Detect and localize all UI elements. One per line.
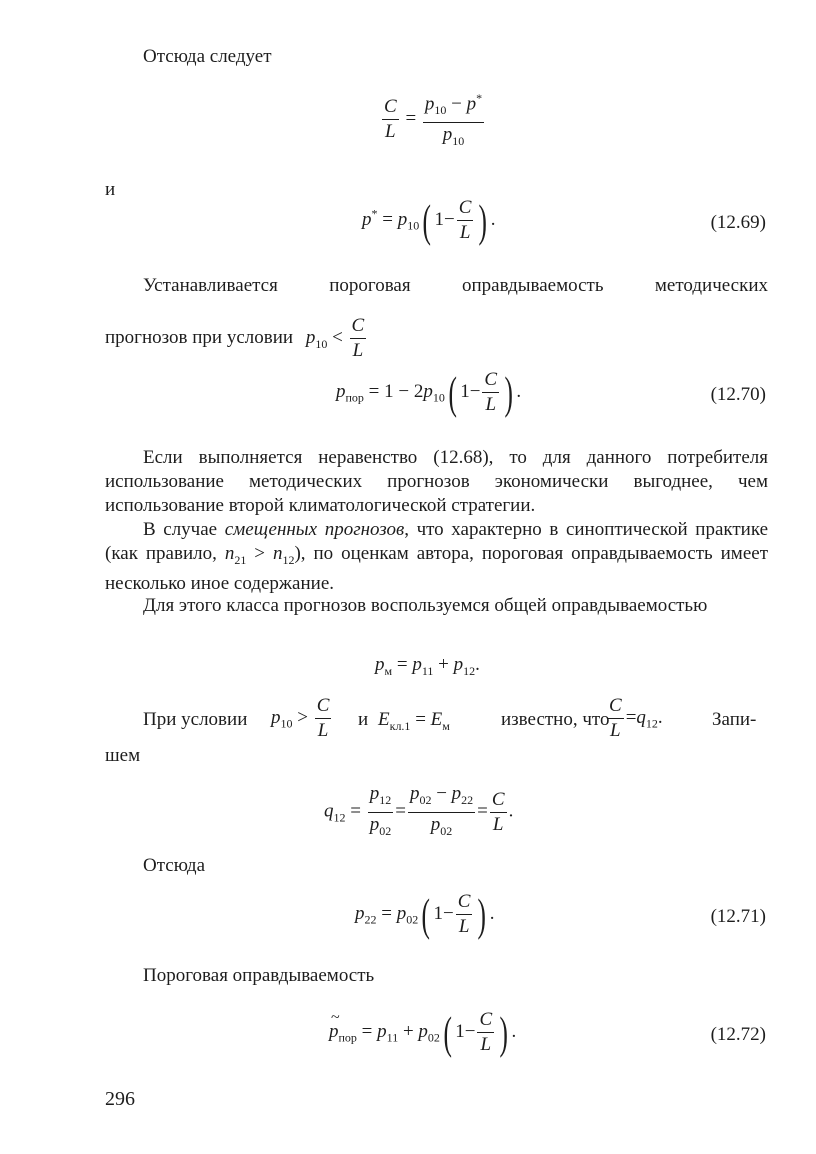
condition-p10-less: $p_{10}$ < $\frac{C}{L}$	[305, 315, 365, 361]
formula-q12: $q_{12}$ = $\frac{p_{12}}{p_{02}}$ = $\frac{p_{02} - p_{22}}{p_{02}}$ = $\frac{C}{L}$ .	[324, 783, 514, 838]
paragraph-if	[105, 446, 768, 518]
formula-p-m: $p_м = p_{11} + p_{12}$.	[375, 654, 480, 678]
text-paragraph: В случае смещенных прогнозов, что характерно в синоптической практике (как правило, $n_{21} > n_{12}$), по оценкам автора, пороговая оправдываемость имеет несколько иное содержание.	[105, 519, 769, 594]
text-paragraph: Для этого класса прогнозов воспользуемся общей оправдываемостью	[143, 595, 708, 616]
text-line: Запи-	[712, 709, 757, 730]
formula-12-69: $p^* = p_{10}$( 1− $\frac{C}{L}$ ) .	[362, 194, 496, 246]
page-number: 296	[105, 1088, 135, 1110]
formula-12-72: ~ $p_{пор} = p_{11} + p_{02}$( 1− $\frac{C}{L}$ ) .	[329, 1008, 516, 1057]
paragraph-biased	[105, 518, 768, 596]
emphasis-text: смещенных прогнозов	[224, 519, 405, 540]
paragraph-threshold-cont	[105, 314, 768, 363]
paragraph-class	[105, 594, 768, 618]
condition-p10-greater: $p_{10}$ > $\frac{C}{L}$	[271, 695, 330, 741]
formula-12-70: $p_{пор} = 1 - 2p_{10}$( 1− $\frac{C}{L}$ ) .	[336, 366, 522, 418]
formula-c-over-l: $\frac{C}{L}$ = $\frac{p_{10} - p^*}{p_{10}}$	[380, 86, 486, 153]
text-line: Отсюда следует	[143, 46, 272, 67]
text-line: Пороговая оправдываемость	[143, 965, 375, 986]
equation-number: (12.70)	[710, 384, 766, 405]
text-line: прогнозов при условии	[105, 326, 294, 348]
paragraph-condition-cont	[105, 744, 768, 768]
text-line: Устанавливается пороговая оправдываемость методических	[143, 275, 768, 296]
paragraph-hence	[105, 854, 768, 878]
condition-e: $E_{кл.1} = E_м$	[378, 709, 450, 733]
equation-number: (12.69)	[710, 212, 766, 233]
text-line: и	[358, 709, 369, 730]
text-line: шем	[105, 745, 141, 766]
paragraph-threshold	[105, 274, 768, 298]
text-line: При условии	[143, 709, 248, 730]
formula-12-71: $p_{22} = p_{02}$( 1− $\frac{C}{L}$ ) .	[355, 888, 495, 940]
condition-c-over-l-q12: $\frac{C}{L}$ $=q_{12}$.	[609, 695, 663, 741]
equation-number: (12.71)	[710, 906, 766, 927]
paragraph-threshold-2	[105, 964, 768, 988]
paragraph-condition	[105, 695, 768, 741]
paragraph-intro	[105, 45, 768, 69]
text-paragraph: Если выполняется неравенство (12.68), то для данного потребителя использование методических прогнозов экономически выгоднее, чем использование второй климатологической стратегии.	[105, 447, 768, 516]
equation-number: (12.72)	[710, 1024, 766, 1045]
text-line: известно, что	[501, 709, 610, 730]
text-line: и	[105, 179, 116, 200]
text-line: Отсюда	[143, 855, 206, 876]
